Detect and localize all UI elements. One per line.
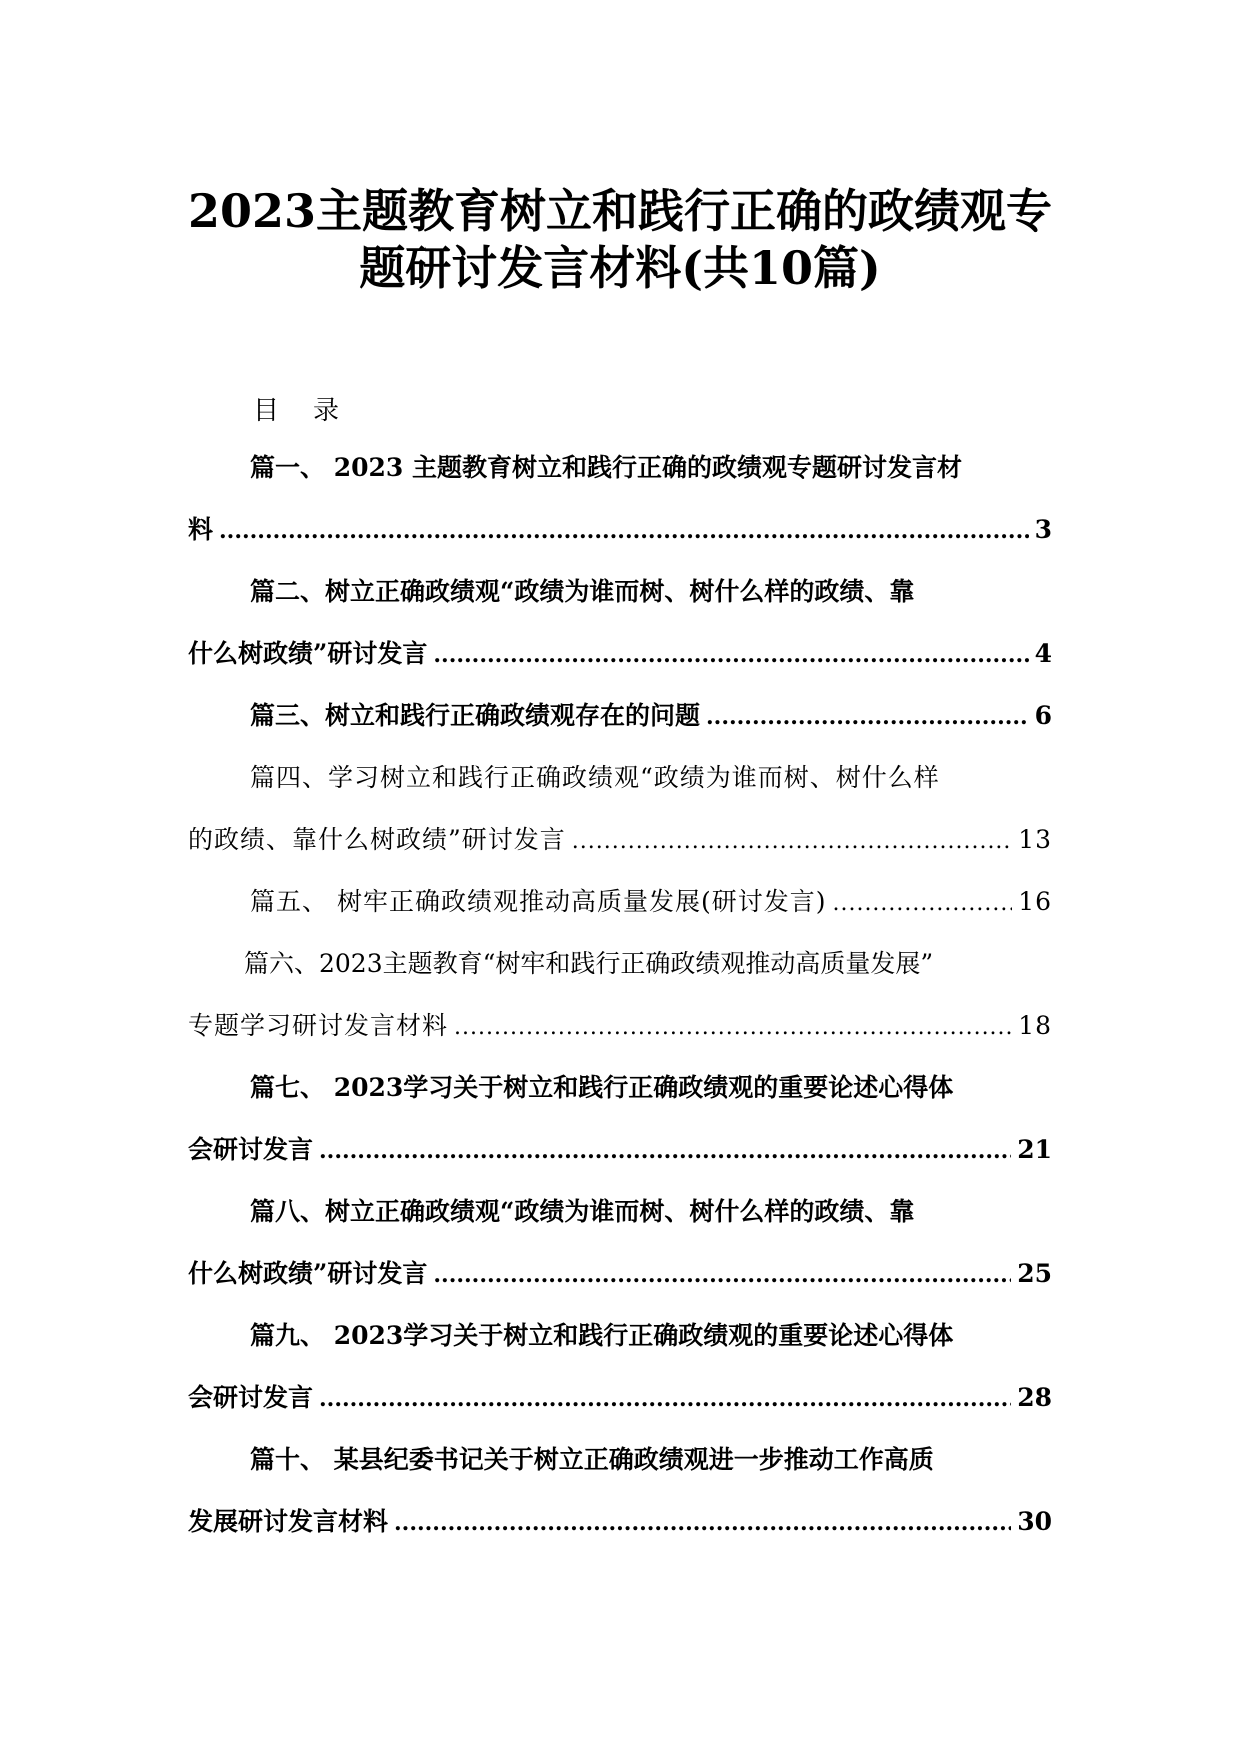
toc-entry-line bbox=[188, 882, 1052, 922]
toc-entry-title-end: 会研讨发言 bbox=[188, 1383, 314, 1412]
toc-page-number: 18 bbox=[1018, 1011, 1052, 1040]
toc-page-number: 13 bbox=[1018, 825, 1052, 854]
toc-entry-title: 篇七、 2023学习关于树立和践行正确政绩观的重要论述心得体 bbox=[250, 1073, 954, 1102]
dot-leader bbox=[394, 1503, 1011, 1543]
toc-page-number: 21 bbox=[1017, 1135, 1052, 1164]
toc-page-number: 25 bbox=[1017, 1259, 1052, 1288]
toc-entry-title-end: 会研讨发言 bbox=[188, 1135, 314, 1164]
toc-page-number: 28 bbox=[1017, 1383, 1052, 1412]
toc-page-number: 3 bbox=[1034, 515, 1052, 544]
toc-entry-title: 篇四、学习树立和践行正确政绩观“政绩为谁而树、树什么样 bbox=[250, 763, 940, 792]
toc-entry-title-end: 料 bbox=[188, 515, 214, 544]
toc-entry-title-end: 的政绩、靠什么树政绩”研讨发言 bbox=[188, 825, 566, 854]
dot-leader bbox=[454, 1008, 1012, 1048]
toc-entry-continuation bbox=[188, 820, 1052, 860]
toc-entry-title: 篇十、 某县纪委书记关于树立正确政绩观进一步推动工作高质 bbox=[250, 1445, 934, 1474]
toc-entry-continuation bbox=[188, 1006, 1052, 1046]
toc-entry-title: 篇二、树立正确政绩观“政绩为谁而树、树什么样的政绩、靠 bbox=[250, 577, 915, 606]
dot-leader bbox=[433, 1255, 1011, 1295]
toc-entry-line bbox=[188, 696, 1052, 736]
document-title-line-2: 题研讨发言材料(共10篇) bbox=[359, 241, 881, 295]
toc-entry-continuation bbox=[188, 1378, 1052, 1418]
dot-leader bbox=[319, 1379, 1011, 1419]
toc-page-number: 16 bbox=[1018, 887, 1052, 916]
toc-entry-title: 篇三、树立和践行正确政绩观存在的问题 bbox=[250, 701, 701, 730]
toc-entry-continuation bbox=[188, 1502, 1052, 1542]
toc-entry-continuation bbox=[188, 1254, 1052, 1294]
toc-entry-title-end: 什么树政绩”研讨发言 bbox=[188, 1259, 428, 1288]
toc-heading: 目录 bbox=[253, 396, 374, 426]
toc-entry-title: 篇六、2023主题教育“树牢和践行正确政绩观推动高质量发展” bbox=[244, 949, 934, 978]
toc-entry-continuation bbox=[188, 1130, 1052, 1170]
toc-page-number: 6 bbox=[1034, 701, 1052, 730]
toc-entry-title: 篇五、 树牢正确政绩观推动高质量发展(研讨发言) bbox=[250, 887, 827, 916]
toc-entry-title: 篇九、 2023学习关于树立和践行正确政绩观的重要论述心得体 bbox=[250, 1321, 954, 1350]
dot-leader bbox=[706, 697, 1029, 737]
dot-leader bbox=[433, 635, 1028, 675]
dot-leader bbox=[832, 884, 1012, 924]
toc-entry-title-end: 什么树政绩”研讨发言 bbox=[188, 639, 428, 668]
dot-leader bbox=[319, 1131, 1011, 1171]
dot-leader bbox=[219, 511, 1029, 551]
document-title-line-1: 2023主题教育树立和践行正确的政绩观专 bbox=[187, 184, 1053, 238]
toc-entry-title-end: 专题学习研讨发言材料 bbox=[188, 1011, 449, 1040]
toc-entry-title: 篇一、 2023 主题教育树立和践行正确的政绩观专题研讨发言材 bbox=[250, 453, 962, 482]
toc-entry-continuation bbox=[188, 634, 1052, 674]
toc-page-number: 30 bbox=[1017, 1507, 1052, 1536]
toc-entry-title: 篇八、树立正确政绩观“政绩为谁而树、树什么样的政绩、靠 bbox=[250, 1197, 915, 1226]
toc-entry-continuation bbox=[188, 510, 1052, 550]
toc-entry-title-end: 发展研讨发言材料 bbox=[188, 1507, 389, 1536]
dot-leader bbox=[572, 822, 1012, 862]
toc-page-number: 4 bbox=[1034, 639, 1052, 668]
